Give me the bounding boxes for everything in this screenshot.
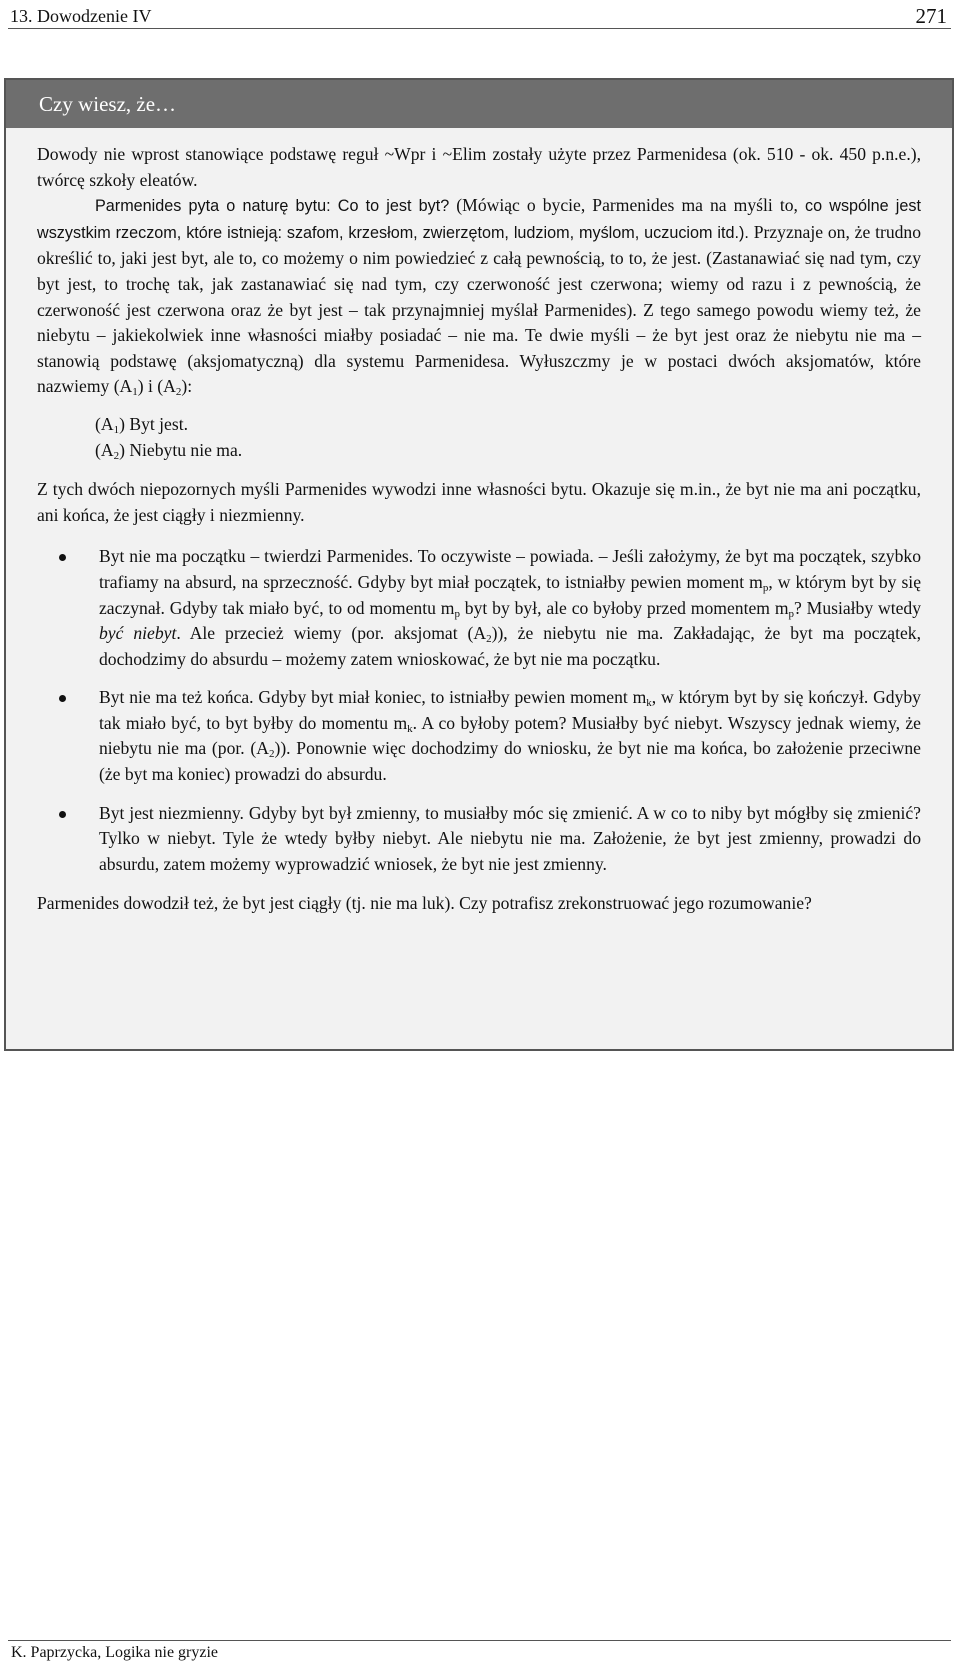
list-item: Byt nie ma też końca. Gdyby byt miał koniec, to istniałby pewien moment $m_k$, w którym byt by się kończył. Gdyby tak miało być, to byt byłby do momentu $m_k$. A co byłoby potem? Musiałby być niebyt. Wszyscy jednak wiemy, że niebytu nie ma (por. $(A_2)$). Ponownie więc dochodzimy do wniosku, że byt nie ma końca, bo założenie przeciwne (że byt ma koniec) prowadzi do absurdu. <box>37 685 921 787</box>
paragraph-intro: Dowody nie wprost stanowiące podstawę reguł ~Wpr i ~Elim zostały użyte przez Parmenidesa (ok. 510 - ok. 450 p.n.e.), twórcę szkoły eleatów. <box>37 144 921 190</box>
did-you-know-box <box>4 78 954 1051</box>
para-serif-b: Przyznaje on, że trudno określić to, jaki jest byt, ale to, co możemy o nim powiedzieć z całą pewnością, to to, że jest. (Zastanawiać się nad tym, czy byt jest, to trochę tak, jak zastanawiać się nad tym, czy czerwoność jest czerwona; wiemy od razu i z pewnością, że czerwoność jest czerwona oraz że byt jest – tak przynajmniej myślał Parmenides). Z tego samego powodu wiemy też, że niebytu – jakiekolwiek inne własności miałby posiadać – nie ma. Te dwie myśli – że byt jest oraz że niebytu nie ma – stanowią podstawę (aksjomatyczną) dla systemu Parmenidesa. Wyłuszczmy je w postaci dwóch aksjomatów, które nazwiemy (A <box>37 221 922 397</box>
properties-list <box>37 544 921 877</box>
footer-text: K. Paprzycka, Logika nie gryzie <box>11 1644 219 1661</box>
emphasis: być niebyt <box>99 623 177 644</box>
bullet-icon <box>59 554 66 561</box>
para-sans-a: Parmenides pyta o naturę bytu: Co to jest byt? <box>95 197 450 216</box>
bullet-icon <box>59 811 66 818</box>
paragraph-closing: Parmenides dowodził też, że byt jest ciągły (tj. nie ma luk). Czy potrafisz zrekonstruować jego rozumowanie? <box>37 893 812 914</box>
paragraph-nature-of-being <box>37 193 921 400</box>
subscript: 1 <box>113 423 120 436</box>
list-item: Byt nie ma początku – twierdzi Parmenides. To oczywiste – powiada. – Jeśli założymy, że byt ma początek, szybko trafiamy na absurd, na sprzeczność. Gdyby byt miał początek, to istniałby pewien moment $m_p$, w którym byt by się zaczynał. Gdyby tak miało być, to od momentu $m_p$ byt by był, ale co byłoby przed momentem $m_p$? Musiałby wtedy być niebyt. Ale przecież wiemy (por. aksjomat $(A_2)$), że niebytu nie ma. Zakładając, że byt ma początek, dochodzimy do absurdu – możemy zatem wnioskować, że byt nie ma początku. <box>37 544 921 672</box>
box-body <box>6 128 952 917</box>
paragraph-derivation: Z tych dwóch niepozornych myśli Parmenides wywodzi inne własności bytu. Okazuje się m.in., że byt nie ma ani początku, ani końca, że jest ciągły i niezmienny. <box>37 479 921 525</box>
page-number: 271 <box>915 4 947 28</box>
chapter-title: 13. Dowodzenie IV <box>10 6 152 26</box>
axiom-2: $(A_2)$ Niebytu nie ma. <box>95 439 243 462</box>
subscript: 2 <box>113 449 120 462</box>
subscript: 1 <box>132 386 138 399</box>
page-footer <box>8 1640 951 1665</box>
para-mid: ) i (A <box>137 376 176 397</box>
para-sans-b: co wspólne jest wszystkim rzeczom, które istnieją: szafom, krzesłom, zwierzętom, ludziom, myślom, uczuciom itd.). <box>37 197 921 242</box>
box-title: Czy wiesz, że… <box>6 80 952 128</box>
para-end: ): <box>181 376 193 397</box>
bullet-icon <box>59 695 66 702</box>
subscript: 2 <box>175 386 182 399</box>
axiom-1: $(A_1)$ Byt jest. <box>95 413 188 436</box>
running-header <box>8 4 951 29</box>
para-serif-a: (Mówiąc o bycie, Parmenides ma na myśli to, <box>449 195 805 216</box>
list-item: Byt jest niezmienny. Gdyby byt był zmienny, to musiałby móc się zmienić. A w co to niby byt mógłby się zmienić? Tylko w niebyt. Tyle że wtedy byłby niebyt. Ale niebytu nie ma. Założenie, że byt jest zmienny, prowadzi do absurdu, zatem możemy wyprowadzić wniosek, że byt nie jest zmienny. <box>37 801 921 878</box>
axioms-list <box>95 412 921 463</box>
